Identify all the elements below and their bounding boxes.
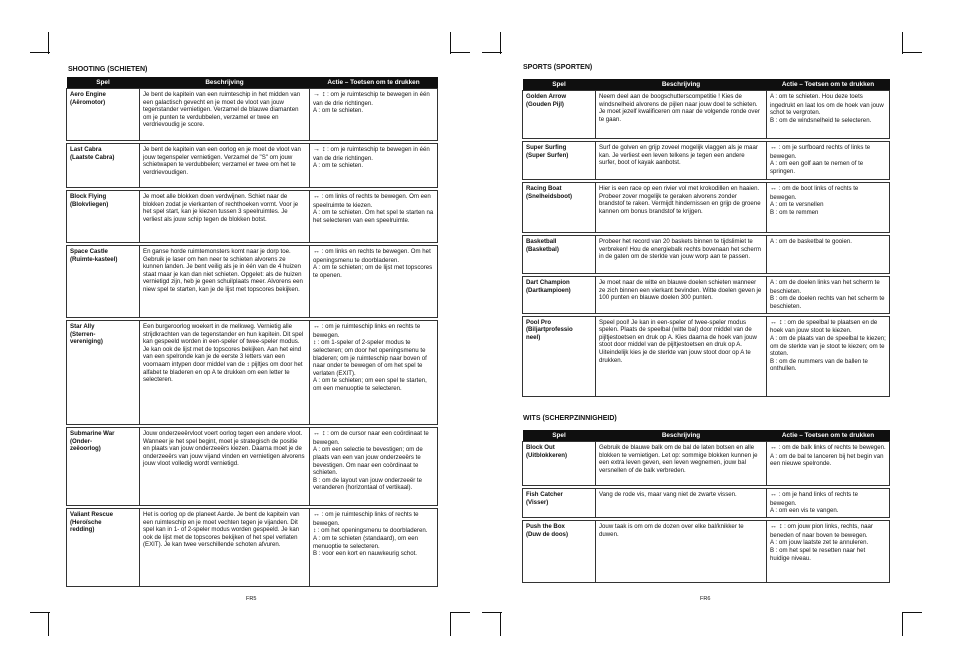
game-name-cell: Space Castle (Ruimte-kasteel) (67, 246, 140, 318)
column-header-description: Beschrijving (140, 77, 310, 89)
game-name-cell: Valiant Rescue (Heroïsche redding) (67, 509, 140, 587)
table-row (523, 142, 890, 180)
action-text: : om je ruimteschip te bewegen in één van de drie richtingen. A : om te schieten. (313, 146, 430, 170)
column-header-game: Spel (523, 79, 596, 91)
table-row (67, 246, 438, 318)
description-cell: Probeer het record van 20 baskets binnen te tijdslimiet te verbreken! Hou de energiebalk rechts bovenaan het scherm in de gaten om de sterkte van jouw worp aan te passen. (596, 236, 767, 274)
table-row (67, 321, 438, 425)
action-text: : om je surfboard rechts of links te bewegen. A : om een golf aan te nemen of te springen. (770, 144, 871, 175)
action-cell (767, 142, 890, 180)
action-cell (310, 144, 438, 188)
game-name-cell: Basketball (Basketbal) (523, 236, 596, 274)
table-header-row (523, 79, 890, 91)
game-name-cell: Fish Catcher (Visser) (523, 489, 596, 518)
description-cell: Gebruik de blauwe balk om de bal de laten botsen en alle blokken te vernietigen. Let op: sommige blokken kunnen je een extra leven geven, een leven wegnemen, jouw bal versnellen of de balk verbreden. (596, 442, 767, 486)
action-text: A : om de basketbal te gooien. (770, 238, 852, 245)
action-cell (767, 91, 890, 139)
game-name-cell: Submarine War (Onder- zeëoorlog) (67, 428, 140, 506)
action-cell (767, 489, 890, 518)
direction-keys-icon: → ↕ (313, 91, 326, 98)
column-header-action: Actie – Toetsen om te drukken (767, 79, 890, 91)
action-cell (767, 183, 890, 233)
column-header-game: Spel (67, 77, 140, 89)
action-text: : om links en rechts te bewegen. Om het openingsmenu te doorbladeren. A : om te schieten; om de lijst met topscores te openen. (313, 248, 433, 279)
crop-mark (902, 52, 922, 53)
crop-mark (500, 32, 501, 54)
action-cell (767, 277, 890, 314)
action-text: : om je ruimteschip links en rechts te bewegen. ↕ : om 1-speler of 2-speler modus te selecteren; om door het openingsmenu te bladeren; om je ruimteschip naar boven of naar onder te bewegen of om het spel te verlaten (EXIT). A : om te schieten; om een spel te starten, om een menuoptie te selecteren. (313, 323, 427, 393)
crop-mark (30, 52, 50, 53)
description-cell: Je bent de kapitein van een oorlog en je moet de vloot van jouw tegenspeler vernietigen. Verzamel de "S" om jouw schietwapen te verdubbelen; verzamel er twee om het te verdrievoudigen. (140, 144, 310, 188)
crop-mark (450, 612, 470, 613)
description-cell: Hier is een race op een rivier vol met krokodillen en haaien. Probeer zover mogelijk te geraken alvorens zonder brandstof te raken. Vermijdt hindernissen en grijp de groene kannen om bonus brandstof te krijgen. (596, 183, 767, 233)
column-header-game: Spel (523, 430, 596, 442)
table-header-row (67, 77, 438, 89)
description-cell: Je bent de kapitein van een ruimteschip in het midden van een galactisch gevecht en je moet de vloot van jouw tegenstander vernietigen. Verzamel de blauwe diamanten om je punten te verdubbelen, verzamel er twee en verdrievoudig je score. (140, 89, 310, 141)
description-cell: Je moet naar de witte en blauwe doelen schieten wanneer ze zich binnen een vierkant bevinden. Witte doelen geven je 100 punten en blauwe doelen 300 punten. (596, 277, 767, 314)
game-name-cell: Block Flying (Blokvliegen) (67, 191, 140, 243)
column-header-description: Beschrijving (596, 79, 767, 91)
crop-mark (48, 612, 49, 636)
description-cell: Het is oorlog op de planeet Aarde. Je bent de kapitein van een ruimteschip en je moet vechten tegen je vijanden. Dit spel kan in 1- of 2-speler modus worden gespeeld. Je kan ook de lijst met de topscores bekijken of het spel verlaten (EXIT). Je kan twee verschillende schoten afvuren. (140, 509, 310, 587)
game-name-cell: Dart Champion (Dartkampioen) (523, 277, 596, 314)
crop-mark (482, 52, 502, 53)
table-row (67, 89, 438, 141)
sports-games-table (522, 79, 890, 397)
direction-keys-icon: ↔ (770, 185, 777, 192)
action-cell (310, 191, 438, 243)
direction-keys-icon: ↔ (770, 444, 777, 451)
description-cell: Jouw onderzeeërvloot voert oorlog tegen een andere vloot. Wanneer je het spel begint, moet je strategisch de positie en plaats van jouw onderzeeërs kiezen. Daarna moet je de onderzeeërs van jouw vijand vinden en vernietigen alvorens jouw vloot volledig wordt vernietigd. (140, 428, 310, 506)
game-name-cell: Golden Arrow (Gouden Pijl) (523, 91, 596, 139)
shooting-games-table (66, 77, 438, 587)
action-text: : om jouw pion links, rechts, naar beneden of naar boven te bewegen. A : om jouw laatste zet te annuleren. B : om het spel te resetten naar het huidige niveau. (770, 522, 873, 562)
action-text: : om de speelbal te plaatsen en de hoek van jouw stoot te kiezen. A : om de plaats van de speelbal te kiezen; om de sterkte van je stoot te kiezen; om te stoten. B : om de nummers van de ballen te onthullen. (770, 318, 886, 373)
description-cell: Jouw taak is om om de dozen over elke bal/knikker te duwen. (596, 520, 767, 582)
section-title-shooting: SHOOTING (SCHIETEN) (68, 66, 148, 73)
crop-mark (450, 32, 451, 54)
wits-games-table (522, 430, 890, 583)
column-header-action: Actie – Toetsen om te drukken (310, 77, 438, 89)
action-cell (767, 442, 890, 486)
game-name-cell: Block Out (Uitblokkeren) (523, 442, 596, 486)
table-row (523, 183, 890, 233)
direction-keys-icon: ↔ ↕ (770, 522, 783, 530)
table-row (523, 489, 890, 518)
action-text: : om de boot links of rechts te bewegen. A : om te versnellen B : om te remmen (770, 185, 859, 216)
action-text: A : om de doelen links van het scherm te beschieten. B : om de doelen rechts van het scherm te beschieten. (770, 279, 885, 310)
action-cell (767, 520, 890, 582)
action-text: : om je ruimteschip te bewegen in één van de drie richtingen. A : om te schieten. (313, 91, 430, 115)
action-text: : om links of rechts te bewegen. Om een speelruimte te kiezen. A : om te schieten. Om het spel te starten na het selecteren van een speelruimte. (313, 193, 434, 224)
crop-mark (48, 32, 49, 54)
table-row (67, 191, 438, 243)
game-name-cell: Super Surfing (Super Surfen) (523, 142, 596, 180)
crop-mark (30, 612, 50, 613)
table-row (523, 91, 890, 139)
description-cell: Speel pool! Je kan in een-speler of twee-speler modus spelen. Plaats de speelbal (witte bal) door middel van de pijltjestoetsen en druk op A. Kies daarna de hoek van jouw stoot door middel van de pijltjestoetsen en druk op A. Uiteindelijk kies je de sterkte van jouw stoot door op A te drukken. (596, 316, 767, 396)
table-row (67, 428, 438, 506)
crop-mark (902, 612, 903, 636)
crop-mark (450, 52, 470, 53)
description-cell: En ganse horde ruimtemonsters komt naar je dorp toe. Gebruik je laser om hen neer te schieten alvorens ze kunnen landen. Je bent veilig als je in één van de 4 huizen staat maar je kan dan niet schieten. Opgelet: als de huizen vernietigd zijn, heb je geen schuilplaats meer. Alvorens een niew spel te starten, kan je de lijst met topscores bekijken. (140, 246, 310, 318)
action-cell (310, 89, 438, 141)
game-name-cell: Racing Boat (Snelheidsboot) (523, 183, 596, 233)
game-name-cell: Pool Pro (Biljartprofessio neel) (523, 316, 596, 396)
direction-keys-icon: ↔ (313, 193, 320, 200)
description-cell: Surf de golven en grijp zoveel mogelijk vlaggen als je maar kan. Je verliest een leven telkens je tegen een andere surfer, boot of kayak aanbotst. (596, 142, 767, 180)
action-cell (767, 236, 890, 274)
page-number-left: FR5 (246, 596, 257, 602)
description-cell: Vang de rode vis, maar vang niet de zwarte vissen. (596, 489, 767, 518)
action-text: : om de balk links of rechts te bewegen. A : om de bal te lanceren bij het begin van een nieuwe spelronde. (770, 444, 886, 468)
table-row (67, 144, 438, 188)
description-cell: Neem deel aan de boogschutterscompetitie ! Kies de windsnelheid alvorens de pijlen naar jouw doel te schieten. Je moet jezelf kwalificeren om naar de volgende ronde over te gaan. (596, 91, 767, 139)
column-header-description: Beschrijving (596, 430, 767, 442)
action-cell (310, 509, 438, 587)
action-text: : om je hand links of rechts te bewegen. A : om een vis te vangen. (770, 491, 858, 515)
section-title-sports: SPORTS (SPORTEN) (523, 64, 593, 71)
game-name-cell: Push the Box (Duw de doos) (523, 520, 596, 582)
game-name-cell: Star Ally (Sterren- vereniging) (67, 321, 140, 425)
direction-keys-icon: ↔ (313, 511, 320, 518)
description-cell: Je moet alle blokken doen verdwijnen. Schiet naar de blokken zodat je vierkanten of rechthoeken vormt. Voor je het spel start, kan je kiezen tussen 3 speelruimtes. Je verliest als jouw schip tegen de blokken botst. (140, 191, 310, 243)
direction-keys-icon: → ↕ (313, 146, 326, 153)
action-cell (767, 316, 890, 396)
game-name-cell: Last Cabra (Laatste Cabra) (67, 144, 140, 188)
direction-keys-icon: ↔ (313, 248, 320, 255)
direction-keys-icon: ↔ (770, 491, 777, 498)
section-title-wits: WITS (SCHERPZINNIGHEID) (523, 415, 617, 422)
crop-mark (482, 612, 502, 613)
action-cell (310, 246, 438, 318)
action-text: A : om te schieten. Hou deze toets ingedrukt en laat los om de hoek van jouw schot te vergroten. B : om de windsnelheid te selecteren. (770, 93, 884, 124)
action-cell (310, 321, 438, 425)
table-row (67, 509, 438, 587)
table-row (523, 236, 890, 274)
table-header-row (523, 430, 890, 442)
table-row (523, 316, 890, 396)
page-number-right: FR6 (700, 596, 711, 602)
direction-keys-icon: ↔ ↕ (770, 318, 783, 326)
game-name-cell: Aero Engine (Aëromotor) (67, 89, 140, 141)
crop-mark (450, 612, 451, 636)
action-cell (310, 428, 438, 506)
direction-keys-icon: ↔ ↕ (313, 430, 326, 437)
action-text: : om de cursor naar een coördinaat te bewegen. A : om een selectie te bevestigen; om de plaats van een van jouw onderzeeërs te bevestigen. Om naar een coördinaat te schieten. B : om de layout van jouw onderzeeër te veranderen (horizontaal of vertikaal). (313, 430, 429, 492)
table-row (523, 277, 890, 314)
table-row (523, 442, 890, 486)
table-row (523, 520, 890, 582)
crop-mark (500, 612, 501, 636)
crop-mark (902, 612, 922, 613)
crop-mark (902, 32, 903, 54)
column-header-action: Actie – Toetsen om te drukken (767, 430, 890, 442)
description-cell: Een burgeroorlog woekert in de melkweg. Vernietig alle strijdkrachten van de tegenstander en hun kapitein. Dit spel kan gespeeld worden in een-speler of twee-speler modus. Je kan ook de lijst met de topscores bekijken. Aan het eind van een spelronde kan je de eerste 3 letters van een voornaam intypen door middel van de ↕ pijltjes om door het alfabet te bladeren en op A te drukken om een letter te selecteren. (140, 321, 310, 425)
direction-keys-icon: ↔ (313, 323, 320, 330)
action-text: : om je ruimteschip links of rechts te bewegen. ↕ : om het openingsmenu te doorbladeren. A : om te schieten (standaard), om een menuoptie te selecteren. B : voor een kort en nauwkeurig schot. (313, 511, 428, 558)
direction-keys-icon: ↔ (770, 144, 777, 151)
